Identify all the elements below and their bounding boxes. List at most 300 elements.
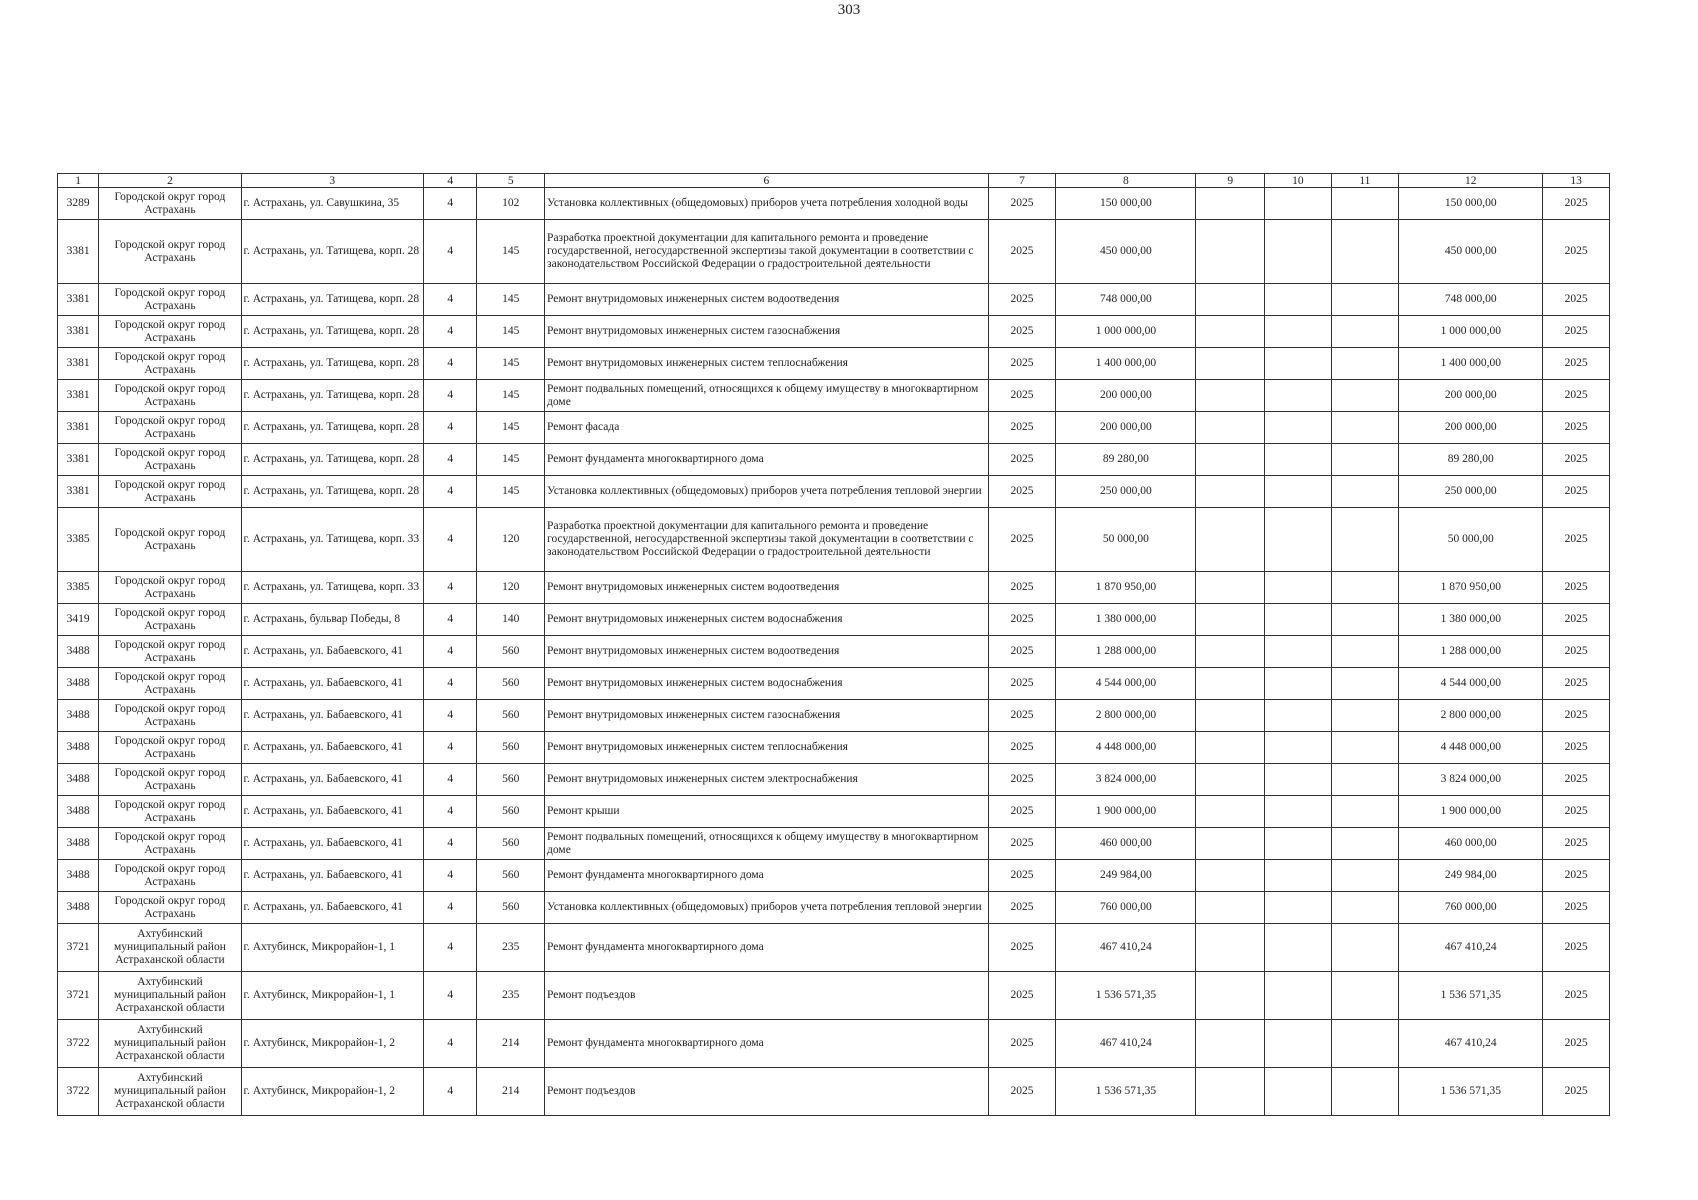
work-type-cell: Ремонт подъездов <box>545 1068 989 1116</box>
col9-cell <box>1196 316 1265 348</box>
address-cell: г. Астрахань, ул. Бабаевского, 41 <box>241 828 424 860</box>
col9-cell <box>1196 508 1265 572</box>
col11-cell <box>1331 1068 1399 1116</box>
address-cell: г. Астрахань, ул. Бабаевского, 41 <box>241 700 424 732</box>
cost-cell: 467 410,24 <box>1056 1020 1196 1068</box>
cost-cell: 460 000,00 <box>1056 828 1196 860</box>
col5-cell: 140 <box>477 604 545 636</box>
total-cost-cell: 467 410,24 <box>1399 924 1543 972</box>
col11-cell <box>1331 924 1399 972</box>
col5-cell: 145 <box>477 412 545 444</box>
cost-cell: 1 400 000,00 <box>1056 348 1196 380</box>
deadline-cell: 2025 <box>1543 1020 1610 1068</box>
address-cell: г. Астрахань, ул. Бабаевского, 41 <box>241 764 424 796</box>
header-cell: 7 <box>988 174 1056 188</box>
col9-cell <box>1196 444 1265 476</box>
work-type-cell: Ремонт подвальных помещений, относящихся к общему имуществу в многоквартирном доме <box>545 380 989 412</box>
cost-cell: 760 000,00 <box>1056 892 1196 924</box>
year-cell: 2025 <box>988 380 1056 412</box>
col10-cell <box>1265 972 1332 1020</box>
col11-cell <box>1331 668 1399 700</box>
deadline-cell: 2025 <box>1543 924 1610 972</box>
row-id-cell: 3722 <box>58 1020 99 1068</box>
address-cell: г. Астрахань, ул. Бабаевского, 41 <box>241 860 424 892</box>
col10-cell <box>1265 796 1332 828</box>
address-cell: г. Астрахань, ул. Татищева, корп. 28 <box>241 316 424 348</box>
municipality-cell: Городской округ город Астрахань <box>99 508 241 572</box>
col10-cell <box>1265 1068 1332 1116</box>
col10-cell <box>1265 572 1332 604</box>
deadline-cell: 2025 <box>1543 508 1610 572</box>
col5-cell: 235 <box>477 924 545 972</box>
col9-cell <box>1196 1068 1265 1116</box>
cost-cell: 450 000,00 <box>1056 220 1196 284</box>
table-row <box>58 796 1610 828</box>
work-type-cell: Ремонт внутридомовых инженерных систем водоотведения <box>545 572 989 604</box>
col9-cell <box>1196 348 1265 380</box>
header-cell: 5 <box>477 174 545 188</box>
col11-cell <box>1331 796 1399 828</box>
col4-cell: 4 <box>424 444 477 476</box>
cost-cell: 1 870 950,00 <box>1056 572 1196 604</box>
col11-cell <box>1331 444 1399 476</box>
col4-cell: 4 <box>424 572 477 604</box>
municipality-cell: Городской округ город Астрахань <box>99 188 241 220</box>
municipality-cell: Ахтубинский муниципальный район Астраханской области <box>99 972 241 1020</box>
total-cost-cell: 2 800 000,00 <box>1399 700 1543 732</box>
municipality-cell: Городской округ город Астрахань <box>99 732 241 764</box>
cost-cell: 250 000,00 <box>1056 476 1196 508</box>
deadline-cell: 2025 <box>1543 668 1610 700</box>
municipality-cell: Городской округ город Астрахань <box>99 700 241 732</box>
col4-cell: 4 <box>424 188 477 220</box>
year-cell: 2025 <box>988 348 1056 380</box>
col9-cell <box>1196 796 1265 828</box>
year-cell: 2025 <box>988 604 1056 636</box>
col11-cell <box>1331 348 1399 380</box>
total-cost-cell: 50 000,00 <box>1399 508 1543 572</box>
total-cost-cell: 450 000,00 <box>1399 220 1543 284</box>
col10-cell <box>1265 316 1332 348</box>
year-cell: 2025 <box>988 668 1056 700</box>
work-type-cell: Установка коллективных (общедомовых) приборов учета потребления тепловой энергии <box>545 892 989 924</box>
row-id-cell: 3381 <box>58 444 99 476</box>
municipality-cell: Городской округ город Астрахань <box>99 796 241 828</box>
year-cell: 2025 <box>988 1068 1056 1116</box>
col11-cell <box>1331 700 1399 732</box>
header-cell: 3 <box>241 174 424 188</box>
year-cell: 2025 <box>988 572 1056 604</box>
table-row <box>58 444 1610 476</box>
col11-cell <box>1331 636 1399 668</box>
address-cell: г. Астрахань, ул. Татищева, корп. 28 <box>241 412 424 444</box>
col5-cell: 145 <box>477 476 545 508</box>
col4-cell: 4 <box>424 636 477 668</box>
col11-cell <box>1331 572 1399 604</box>
year-cell: 2025 <box>988 412 1056 444</box>
work-type-cell: Ремонт внутридомовых инженерных систем водоотведения <box>545 284 989 316</box>
col10-cell <box>1265 188 1332 220</box>
municipality-cell: Городской округ город Астрахань <box>99 860 241 892</box>
col10-cell <box>1265 732 1332 764</box>
col11-cell <box>1331 284 1399 316</box>
col10-cell <box>1265 764 1332 796</box>
year-cell: 2025 <box>988 860 1056 892</box>
col11-cell <box>1331 828 1399 860</box>
work-type-cell: Разработка проектной документации для капитального ремонта и проведение государственной, негосударственной экспертизы такой документации в соответствии с законодательством Российской Федерации о градостроительной деятельности <box>545 508 989 572</box>
col5-cell: 145 <box>477 348 545 380</box>
total-cost-cell: 4 448 000,00 <box>1399 732 1543 764</box>
table-row <box>58 972 1610 1020</box>
row-id-cell: 3488 <box>58 828 99 860</box>
col4-cell: 4 <box>424 476 477 508</box>
work-type-cell: Установка коллективных (общедомовых) приборов учета потребления холодной воды <box>545 188 989 220</box>
col11-cell <box>1331 380 1399 412</box>
row-id-cell: 3381 <box>58 380 99 412</box>
column-number-row <box>58 174 1610 188</box>
municipality-cell: Городской округ город Астрахань <box>99 412 241 444</box>
table-row <box>58 860 1610 892</box>
deadline-cell: 2025 <box>1543 860 1610 892</box>
address-cell: г. Астрахань, ул. Татищева, корп. 28 <box>241 220 424 284</box>
address-cell: г. Астрахань, ул. Бабаевского, 41 <box>241 732 424 764</box>
col9-cell <box>1196 668 1265 700</box>
table-row <box>58 220 1610 284</box>
col5-cell: 560 <box>477 700 545 732</box>
municipality-cell: Городской округ город Астрахань <box>99 572 241 604</box>
col4-cell: 4 <box>424 732 477 764</box>
col9-cell <box>1196 220 1265 284</box>
row-id-cell: 3488 <box>58 732 99 764</box>
year-cell: 2025 <box>988 732 1056 764</box>
table-row <box>58 284 1610 316</box>
row-id-cell: 3381 <box>58 412 99 444</box>
col10-cell <box>1265 348 1332 380</box>
address-cell: г. Астрахань, ул. Бабаевского, 41 <box>241 668 424 700</box>
deadline-cell: 2025 <box>1543 412 1610 444</box>
work-type-cell: Ремонт внутридомовых инженерных систем газоснабжения <box>545 316 989 348</box>
year-cell: 2025 <box>988 1020 1056 1068</box>
cost-cell: 150 000,00 <box>1056 188 1196 220</box>
table-row <box>58 476 1610 508</box>
address-cell: г. Астрахань, ул. Савушкина, 35 <box>241 188 424 220</box>
work-type-cell: Ремонт внутридомовых инженерных систем газоснабжения <box>545 700 989 732</box>
municipality-cell: Городской округ город Астрахань <box>99 668 241 700</box>
row-id-cell: 3381 <box>58 220 99 284</box>
col11-cell <box>1331 1020 1399 1068</box>
total-cost-cell: 760 000,00 <box>1399 892 1543 924</box>
address-cell: г. Ахтубинск, Микрорайон-1, 1 <box>241 972 424 1020</box>
header-cell: 13 <box>1543 174 1610 188</box>
row-id-cell: 3381 <box>58 348 99 380</box>
col5-cell: 214 <box>477 1068 545 1116</box>
municipality-cell: Городской округ город Астрахань <box>99 828 241 860</box>
col4-cell: 4 <box>424 348 477 380</box>
total-cost-cell: 250 000,00 <box>1399 476 1543 508</box>
year-cell: 2025 <box>988 284 1056 316</box>
row-id-cell: 3381 <box>58 476 99 508</box>
col5-cell: 145 <box>477 220 545 284</box>
work-type-cell: Ремонт подъездов <box>545 972 989 1020</box>
col11-cell <box>1331 412 1399 444</box>
col4-cell: 4 <box>424 380 477 412</box>
col11-cell <box>1331 188 1399 220</box>
col5-cell: 560 <box>477 636 545 668</box>
cost-cell: 3 824 000,00 <box>1056 764 1196 796</box>
row-id-cell: 3289 <box>58 188 99 220</box>
work-type-cell: Разработка проектной документации для капитального ремонта и проведение государственной, негосударственной экспертизы такой документации в соответствии с законодательством Российской Федерации о градостроительной деятельности <box>545 220 989 284</box>
col11-cell <box>1331 764 1399 796</box>
table-row <box>58 508 1610 572</box>
col4-cell: 4 <box>424 764 477 796</box>
deadline-cell: 2025 <box>1543 604 1610 636</box>
row-id-cell: 3488 <box>58 636 99 668</box>
address-cell: г. Астрахань, ул. Татищева, корп. 28 <box>241 444 424 476</box>
table-row <box>58 700 1610 732</box>
work-type-cell: Ремонт подвальных помещений, относящихся к общему имуществу в многоквартирном доме <box>545 828 989 860</box>
table-row <box>58 892 1610 924</box>
work-type-cell: Ремонт внутридомовых инженерных систем водоотведения <box>545 636 989 668</box>
work-type-cell: Ремонт внутридомовых инженерных систем водоснабжения <box>545 604 989 636</box>
municipality-cell: Городской округ город Астрахань <box>99 764 241 796</box>
col9-cell <box>1196 476 1265 508</box>
header-cell: 4 <box>424 174 477 188</box>
col4-cell: 4 <box>424 284 477 316</box>
col4-cell: 4 <box>424 316 477 348</box>
row-id-cell: 3385 <box>58 508 99 572</box>
address-cell: г. Астрахань, ул. Татищева, корп. 33 <box>241 572 424 604</box>
page-number: 303 <box>837 2 861 18</box>
col4-cell: 4 <box>424 604 477 636</box>
col11-cell <box>1331 508 1399 572</box>
header-cell: 11 <box>1331 174 1399 188</box>
col9-cell <box>1196 700 1265 732</box>
year-cell: 2025 <box>988 892 1056 924</box>
row-id-cell: 3381 <box>58 316 99 348</box>
deadline-cell: 2025 <box>1543 188 1610 220</box>
table-row <box>58 572 1610 604</box>
col10-cell <box>1265 700 1332 732</box>
work-type-cell: Ремонт внутридомовых инженерных систем электроснабжения <box>545 764 989 796</box>
row-id-cell: 3381 <box>58 284 99 316</box>
col5-cell: 145 <box>477 316 545 348</box>
work-type-cell: Ремонт фундамента многоквартирного дома <box>545 860 989 892</box>
header-cell: 9 <box>1196 174 1265 188</box>
col9-cell <box>1196 572 1265 604</box>
col5-cell: 560 <box>477 860 545 892</box>
header-cell: 10 <box>1265 174 1332 188</box>
cost-cell: 1 536 571,35 <box>1056 972 1196 1020</box>
col4-cell: 4 <box>424 668 477 700</box>
total-cost-cell: 1 870 950,00 <box>1399 572 1543 604</box>
deadline-cell: 2025 <box>1543 284 1610 316</box>
row-id-cell: 3419 <box>58 604 99 636</box>
col9-cell <box>1196 860 1265 892</box>
col11-cell <box>1331 860 1399 892</box>
work-type-cell: Ремонт фундамента многоквартирного дома <box>545 444 989 476</box>
total-cost-cell: 1 288 000,00 <box>1399 636 1543 668</box>
deadline-cell: 2025 <box>1543 636 1610 668</box>
cost-cell: 249 984,00 <box>1056 860 1196 892</box>
address-cell: г. Астрахань, ул. Татищева, корп. 28 <box>241 284 424 316</box>
deadline-cell: 2025 <box>1543 348 1610 380</box>
col10-cell <box>1265 508 1332 572</box>
header-cell: 1 <box>58 174 99 188</box>
cost-cell: 1 536 571,35 <box>1056 1068 1196 1116</box>
col9-cell <box>1196 284 1265 316</box>
work-type-cell: Ремонт крыши <box>545 796 989 828</box>
year-cell: 2025 <box>988 188 1056 220</box>
col5-cell: 145 <box>477 380 545 412</box>
municipality-cell: Городской округ город Астрахань <box>99 316 241 348</box>
row-id-cell: 3721 <box>58 972 99 1020</box>
row-id-cell: 3488 <box>58 796 99 828</box>
cost-cell: 200 000,00 <box>1056 380 1196 412</box>
col4-cell: 4 <box>424 972 477 1020</box>
work-type-cell: Ремонт внутридомовых инженерных систем водоснабжения <box>545 668 989 700</box>
total-cost-cell: 200 000,00 <box>1399 412 1543 444</box>
table-row <box>58 188 1610 220</box>
row-id-cell: 3721 <box>58 924 99 972</box>
col4-cell: 4 <box>424 220 477 284</box>
col5-cell: 560 <box>477 668 545 700</box>
address-cell: г. Астрахань, ул. Бабаевского, 41 <box>241 892 424 924</box>
year-cell: 2025 <box>988 700 1056 732</box>
table-row <box>58 412 1610 444</box>
municipality-cell: Городской округ город Астрахань <box>99 380 241 412</box>
table-row <box>58 316 1610 348</box>
deadline-cell: 2025 <box>1543 380 1610 412</box>
total-cost-cell: 1 000 000,00 <box>1399 316 1543 348</box>
col5-cell: 214 <box>477 1020 545 1068</box>
col5-cell: 102 <box>477 188 545 220</box>
address-cell: г. Астрахань, ул. Татищева, корп. 28 <box>241 380 424 412</box>
cost-cell: 467 410,24 <box>1056 924 1196 972</box>
repair-program-table <box>57 173 1610 1116</box>
table-row <box>58 380 1610 412</box>
col10-cell <box>1265 892 1332 924</box>
year-cell: 2025 <box>988 924 1056 972</box>
col9-cell <box>1196 1020 1265 1068</box>
col11-cell <box>1331 892 1399 924</box>
col9-cell <box>1196 604 1265 636</box>
table-row <box>58 668 1610 700</box>
year-cell: 2025 <box>988 220 1056 284</box>
work-type-cell: Ремонт внутридомовых инженерных систем теплоснабжения <box>545 348 989 380</box>
municipality-cell: Городской округ город Астрахань <box>99 604 241 636</box>
deadline-cell: 2025 <box>1543 1068 1610 1116</box>
municipality-cell: Городской округ город Астрахань <box>99 892 241 924</box>
col11-cell <box>1331 732 1399 764</box>
municipality-cell: Ахтубинский муниципальный район Астраханской области <box>99 1020 241 1068</box>
col5-cell: 560 <box>477 892 545 924</box>
deadline-cell: 2025 <box>1543 892 1610 924</box>
header-cell: 2 <box>99 174 241 188</box>
total-cost-cell: 150 000,00 <box>1399 188 1543 220</box>
deadline-cell: 2025 <box>1543 700 1610 732</box>
cost-cell: 1 380 000,00 <box>1056 604 1196 636</box>
address-cell: г. Астрахань, ул. Татищева, корп. 33 <box>241 508 424 572</box>
table-row <box>58 636 1610 668</box>
deadline-cell: 2025 <box>1543 764 1610 796</box>
col10-cell <box>1265 924 1332 972</box>
col9-cell <box>1196 732 1265 764</box>
col4-cell: 4 <box>424 860 477 892</box>
year-cell: 2025 <box>988 316 1056 348</box>
cost-cell: 2 800 000,00 <box>1056 700 1196 732</box>
year-cell: 2025 <box>988 828 1056 860</box>
col10-cell <box>1265 412 1332 444</box>
col10-cell <box>1265 636 1332 668</box>
row-id-cell: 3385 <box>58 572 99 604</box>
table-row <box>58 924 1610 972</box>
col9-cell <box>1196 412 1265 444</box>
col5-cell: 560 <box>477 764 545 796</box>
col9-cell <box>1196 764 1265 796</box>
col4-cell: 4 <box>424 1020 477 1068</box>
deadline-cell: 2025 <box>1543 796 1610 828</box>
row-id-cell: 3722 <box>58 1068 99 1116</box>
municipality-cell: Ахтубинский муниципальный район Астраханской области <box>99 924 241 972</box>
deadline-cell: 2025 <box>1543 732 1610 764</box>
col10-cell <box>1265 1020 1332 1068</box>
col11-cell <box>1331 604 1399 636</box>
municipality-cell: Городской округ город Астрахань <box>99 476 241 508</box>
row-id-cell: 3488 <box>58 860 99 892</box>
total-cost-cell: 460 000,00 <box>1399 828 1543 860</box>
col5-cell: 560 <box>477 732 545 764</box>
deadline-cell: 2025 <box>1543 572 1610 604</box>
work-type-cell: Ремонт фасада <box>545 412 989 444</box>
address-cell: г. Астрахань, бульвар Победы, 8 <box>241 604 424 636</box>
table-row <box>58 828 1610 860</box>
col4-cell: 4 <box>424 924 477 972</box>
total-cost-cell: 1 380 000,00 <box>1399 604 1543 636</box>
total-cost-cell: 3 824 000,00 <box>1399 764 1543 796</box>
cost-cell: 4 544 000,00 <box>1056 668 1196 700</box>
col11-cell <box>1331 972 1399 1020</box>
year-cell: 2025 <box>988 476 1056 508</box>
row-id-cell: 3488 <box>58 764 99 796</box>
col10-cell <box>1265 284 1332 316</box>
total-cost-cell: 4 544 000,00 <box>1399 668 1543 700</box>
row-id-cell: 3488 <box>58 668 99 700</box>
row-id-cell: 3488 <box>58 892 99 924</box>
col5-cell: 120 <box>477 508 545 572</box>
total-cost-cell: 249 984,00 <box>1399 860 1543 892</box>
total-cost-cell: 1 400 000,00 <box>1399 348 1543 380</box>
work-type-cell: Установка коллективных (общедомовых) приборов учета потребления тепловой энергии <box>545 476 989 508</box>
year-cell: 2025 <box>988 636 1056 668</box>
work-type-cell: Ремонт внутридомовых инженерных систем теплоснабжения <box>545 732 989 764</box>
year-cell: 2025 <box>988 796 1056 828</box>
header-cell: 6 <box>545 174 989 188</box>
year-cell: 2025 <box>988 444 1056 476</box>
col5-cell: 145 <box>477 284 545 316</box>
municipality-cell: Городской округ город Астрахань <box>99 220 241 284</box>
work-type-cell: Ремонт фундамента многоквартирного дома <box>545 924 989 972</box>
row-id-cell: 3488 <box>58 700 99 732</box>
deadline-cell: 2025 <box>1543 220 1610 284</box>
col5-cell: 560 <box>477 796 545 828</box>
total-cost-cell: 1 900 000,00 <box>1399 796 1543 828</box>
col9-cell <box>1196 380 1265 412</box>
cost-cell: 50 000,00 <box>1056 508 1196 572</box>
col10-cell <box>1265 220 1332 284</box>
municipality-cell: Городской округ город Астрахань <box>99 444 241 476</box>
table-row <box>58 1068 1610 1116</box>
col4-cell: 4 <box>424 412 477 444</box>
